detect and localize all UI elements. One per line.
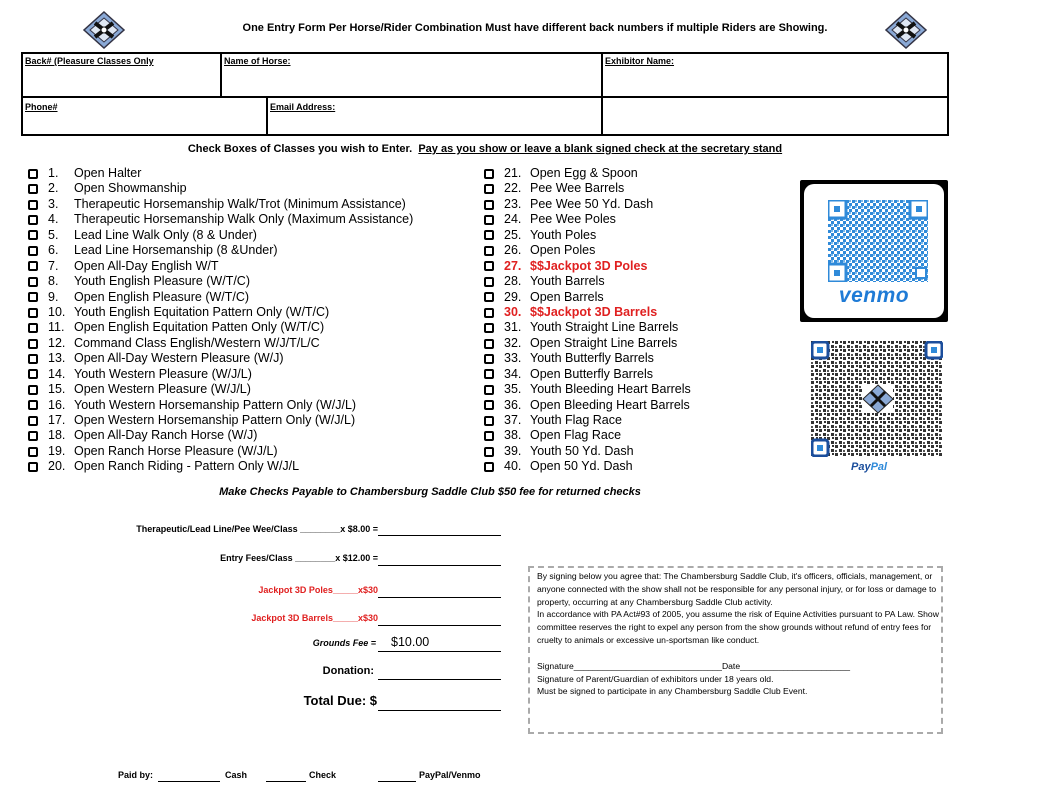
class-name: Youth Straight Line Barrels [530, 320, 679, 335]
class-item [484, 166, 691, 181]
horse-name-field[interactable]: Name of Horse: [224, 56, 291, 66]
class-checkbox[interactable] [28, 215, 38, 225]
class-name: Open Flag Race [530, 428, 622, 443]
check-input[interactable] [266, 781, 306, 782]
class-checkbox[interactable] [484, 339, 494, 349]
class-number: 2. [48, 181, 59, 196]
class-checkbox[interactable] [484, 400, 494, 410]
class-checkbox[interactable] [28, 447, 38, 457]
paypal-qr-code[interactable] [811, 341, 943, 457]
class-name: Pee Wee Poles [530, 212, 616, 227]
class-name: Youth English Pleasure (W/T/C) [74, 274, 251, 289]
class-number: 28. [504, 274, 522, 289]
class-number: 34. [504, 366, 522, 381]
class-name: Lead Line Horsemanship (8 &Under) [74, 243, 278, 258]
class-name: Youth English Equitation Pattern Only (W/T/C) [74, 304, 330, 319]
class-number: 1. [48, 166, 59, 180]
class-checkbox[interactable] [28, 261, 38, 271]
class-number: 30. [504, 304, 522, 319]
class-checkbox[interactable] [28, 200, 38, 210]
class-number: 11. [48, 320, 65, 335]
class-name: Open Butterfly Barrels [530, 366, 653, 381]
class-number: 13. [48, 351, 66, 366]
class-number: 10. [48, 304, 66, 319]
class-name: Open Straight Line Barrels [530, 335, 678, 350]
class-item [28, 398, 413, 413]
class-item [28, 181, 413, 196]
form-header: One Entry Form Per Horse/Rider Combination Must have different back numbers if multiple Riders are Showing. [242, 22, 828, 34]
venmo-logo-text: venmo [838, 284, 910, 307]
grounds-fee-label: Grounds Fee = [312, 638, 376, 648]
donation-label: Donation: [322, 665, 374, 677]
class-checkbox[interactable] [484, 308, 494, 318]
grounds-fee-line [378, 651, 501, 652]
class-checkbox[interactable] [28, 277, 38, 287]
class-number: 23. [504, 196, 522, 211]
class-number: 8. [48, 274, 59, 289]
class-checkbox[interactable] [28, 416, 38, 426]
class-item [484, 351, 691, 366]
class-item [28, 382, 413, 397]
class-item [28, 274, 413, 289]
venmo-qr-card[interactable] [800, 180, 948, 322]
class-item [28, 351, 413, 366]
class-item [28, 367, 413, 382]
class-number: 26. [504, 243, 522, 258]
class-checkbox[interactable] [484, 200, 494, 210]
jackpot-barrels-label: Jackpot 3D Barrels_____x$30 [251, 613, 378, 623]
class-checkbox[interactable] [28, 323, 38, 333]
class-number: 31. [504, 320, 522, 335]
class-number: 4. [48, 212, 59, 227]
paypal-venmo-input[interactable] [378, 781, 416, 782]
total-due-input[interactable] [378, 710, 501, 711]
class-checkbox[interactable] [484, 230, 494, 240]
class-name: Open All-Day Western Pleasure (W/J) [74, 351, 284, 366]
class-number: 9. [48, 289, 59, 304]
class-number: 37. [504, 413, 522, 427]
class-checkbox[interactable] [484, 169, 494, 179]
class-name: Open Ranch Riding - Pattern Only W/J/L [74, 459, 300, 474]
class-item [28, 320, 413, 335]
class-checkbox[interactable] [484, 431, 494, 441]
instructions [0, 143, 970, 155]
class-number: 39. [504, 443, 522, 458]
class-item [484, 212, 691, 227]
class-name: $$Jackpot 3D Barrels [530, 304, 658, 319]
class-number: 17. [48, 413, 66, 427]
class-item [484, 428, 691, 443]
phone-field[interactable]: Phone# [25, 102, 58, 112]
class-item [484, 398, 691, 413]
class-number: 27. [504, 258, 522, 273]
class-checkbox[interactable] [28, 246, 38, 256]
class-item [28, 459, 413, 474]
class-checkbox[interactable] [28, 431, 38, 441]
class-name: Open Halter [74, 166, 142, 180]
paypal-logo [851, 461, 887, 473]
grounds-fee-value: $10.00 [391, 635, 430, 649]
instructions-payment: Pay as you show or leave a blank signed check at the secretary stand [418, 143, 783, 155]
class-checkbox[interactable] [484, 447, 494, 457]
class-checkbox[interactable] [28, 385, 38, 395]
class-name: Youth Butterfly Barrels [530, 351, 654, 366]
class-checkbox[interactable] [28, 339, 38, 349]
class-name: Youth Flag Race [530, 413, 622, 427]
class-item [484, 367, 691, 382]
class-number: 36. [504, 397, 522, 412]
class-item [28, 243, 413, 258]
class-item [28, 413, 413, 428]
class-number: 33. [504, 351, 522, 366]
class-checkbox[interactable] [28, 462, 38, 472]
class-checkbox[interactable] [28, 369, 38, 379]
class-checkbox[interactable] [484, 323, 494, 333]
class-checkbox[interactable] [484, 354, 494, 364]
class-item [484, 413, 691, 428]
class-number: 25. [504, 227, 522, 242]
class-checkbox[interactable] [28, 230, 38, 240]
jackpot-poles-label: Jackpot 3D Poles_____x$30 [258, 585, 378, 595]
class-number: 38. [504, 428, 522, 443]
class-name: Command Class English/Western W/J/T/L/C [74, 335, 320, 350]
class-name: Open Showmanship [74, 181, 187, 196]
entry-fee-label: Entry Fees/Class ________x $12.00 = [220, 553, 378, 563]
class-checkbox[interactable] [484, 385, 494, 395]
class-name: Lead Line Walk Only (8 & Under) [74, 227, 257, 242]
class-name: Open English Pleasure (W/T/C) [74, 289, 250, 304]
class-name: Open Western Pleasure (W/J/L) [74, 382, 251, 397]
class-number: 21. [504, 166, 522, 180]
class-item [28, 428, 413, 443]
class-name: $$Jackpot 3D Poles [530, 258, 648, 273]
class-item [484, 290, 691, 305]
class-checkbox[interactable] [28, 354, 38, 364]
class-item [28, 290, 413, 305]
paypal-logo-pal: Pal [870, 461, 888, 473]
class-checkbox[interactable] [28, 308, 38, 318]
class-item [484, 243, 691, 258]
class-number: 5. [48, 227, 59, 242]
class-item [484, 444, 691, 459]
class-item [484, 382, 691, 397]
class-item [28, 197, 413, 212]
class-name: Youth Western Pleasure (W/J/L) [74, 366, 252, 381]
class-name: Open Barrels [530, 289, 604, 304]
class-name: Open All-Day Ranch Horse (W/J) [74, 428, 258, 443]
waiver-paragraph-1: By signing below you agree that: The Chambersburg Saddle Club, it's officers, officials, management, or anyone connected with the show shall not be responsible for any personal injury, or for loss or damage to property, occurring at any Chambersburg Saddle Club activity. [537, 571, 937, 607]
class-name: Open English Equitation Patten Only (W/T/C) [74, 320, 325, 335]
class-number: 19. [48, 443, 66, 458]
class-checkbox[interactable] [28, 400, 38, 410]
class-item [28, 444, 413, 459]
instructions-main: Check Boxes of Classes you wish to Enter. [187, 143, 413, 155]
signature-line[interactable]: Signature_______________________________Date_______________________ [537, 660, 851, 671]
club-logo-left [82, 10, 126, 50]
class-item [28, 259, 413, 274]
class-name: Youth Barrels [530, 274, 605, 289]
cash-input[interactable] [158, 781, 220, 782]
venmo-qr-code [828, 200, 928, 282]
class-item [484, 305, 691, 320]
class-name: Therapeutic Horsemanship Walk Only (Maximum Assistance) [74, 212, 414, 227]
class-name: Pee Wee Barrels [530, 181, 625, 196]
class-number: 22. [504, 181, 522, 196]
therapeutic-fee-label: Therapeutic/Lead Line/Pee Wee/Class ________x $8.00 = [136, 524, 378, 534]
jackpot-poles-input[interactable] [378, 597, 501, 598]
class-item [28, 305, 413, 320]
class-number: 40. [504, 459, 522, 474]
class-checkbox[interactable] [28, 184, 38, 194]
exhibitor-name-field[interactable]: Exhibitor Name: [605, 56, 675, 66]
class-item [484, 259, 691, 274]
class-name: Open Western Horsemanship Pattern Only (W/J/L) [74, 413, 356, 427]
jackpot-barrels-input[interactable] [378, 625, 501, 626]
paypal-logo-pay: Pay [851, 461, 871, 473]
class-number: 7. [48, 258, 59, 273]
class-item [484, 274, 691, 289]
class-list-left [28, 166, 413, 475]
class-checkbox[interactable] [28, 169, 38, 179]
must-sign-note: Must be signed to participate in any Chambersburg Saddle Club Event. [537, 686, 808, 697]
class-number: 29. [504, 289, 522, 304]
class-item [28, 336, 413, 351]
waiver-paragraph-2: In accordance with PA Act#93 of 2005, you assume the risk of Equine Activities pursuant to PA Law. Show committee reserves the right to expel any person from the show grounds without refund of entry fees for cruelty to animals or excessive un-sportsman like conduct. [537, 609, 939, 645]
class-number: 12. [48, 335, 66, 350]
class-number: 3. [48, 196, 59, 211]
class-checkbox[interactable] [484, 462, 494, 472]
class-number: 15. [48, 382, 66, 397]
waiver-text [537, 570, 939, 698]
therapeutic-fee-input[interactable] [378, 535, 501, 536]
email-field[interactable]: Email Address: [270, 102, 336, 112]
entry-info-grid [21, 52, 949, 136]
class-checkbox[interactable] [484, 292, 494, 302]
class-item [28, 212, 413, 227]
cash-label: Cash [225, 770, 248, 780]
class-number: 14. [48, 366, 66, 381]
class-checkbox[interactable] [484, 184, 494, 194]
class-name: Youth Poles [530, 227, 597, 242]
class-checkbox[interactable] [484, 277, 494, 287]
class-name: Open Poles [530, 243, 596, 258]
class-name: Open All-Day English W/T [74, 258, 219, 273]
class-name: Pee Wee 50 Yd. Dash [530, 196, 654, 211]
class-name: Open Bleeding Heart Barrels [530, 397, 690, 412]
class-name: Youth Western Horsemanship Pattern Only (W/J/L) [74, 397, 357, 412]
parent-signature-note: Signature of Parent/Guardian of exhibitors under 18 years old. [537, 673, 774, 684]
class-number: 24. [504, 212, 522, 227]
class-checkbox[interactable] [484, 261, 494, 271]
class-checkbox[interactable] [484, 215, 494, 225]
class-checkbox[interactable] [28, 292, 38, 302]
back-number-field[interactable]: Back# (Pleasure Classes Only [25, 56, 154, 66]
class-item [484, 336, 691, 351]
class-list-right [484, 166, 691, 475]
class-number: 6. [48, 243, 59, 258]
class-item [484, 181, 691, 196]
paypal-venmo-label: PayPal/Venmo [419, 770, 481, 780]
entry-fee-input[interactable] [378, 565, 501, 566]
class-checkbox[interactable] [484, 369, 494, 379]
class-number: 32. [504, 335, 522, 350]
class-name: Youth Bleeding Heart Barrels [530, 382, 691, 397]
class-checkbox[interactable] [484, 416, 494, 426]
class-name: Therapeutic Horsemanship Walk/Trot (Minimum Assistance) [74, 196, 406, 211]
total-due-label: Total Due: $ [303, 693, 377, 708]
class-item [28, 166, 413, 181]
class-item [28, 228, 413, 243]
check-label: Check [309, 770, 337, 780]
payable-note: Make Checks Payable to Chambersburg Saddle Club $50 fee for returned checks [219, 486, 641, 498]
class-item [484, 459, 691, 474]
class-number: 16. [48, 397, 66, 412]
class-number: 35. [504, 382, 522, 397]
class-item [484, 197, 691, 212]
class-number: 20. [48, 459, 66, 474]
class-name: Open Ranch Horse Pleasure (W/J/L) [74, 443, 278, 458]
donation-input[interactable] [378, 679, 501, 680]
class-checkbox[interactable] [484, 246, 494, 256]
paid-by-label: Paid by: [118, 770, 154, 780]
class-item [484, 320, 691, 335]
class-name: Open Egg & Spoon [530, 166, 638, 180]
class-name: Open 50 Yd. Dash [530, 459, 633, 474]
class-item [484, 228, 691, 243]
class-name: Youth 50 Yd. Dash [530, 443, 634, 458]
class-number: 18. [48, 428, 66, 443]
